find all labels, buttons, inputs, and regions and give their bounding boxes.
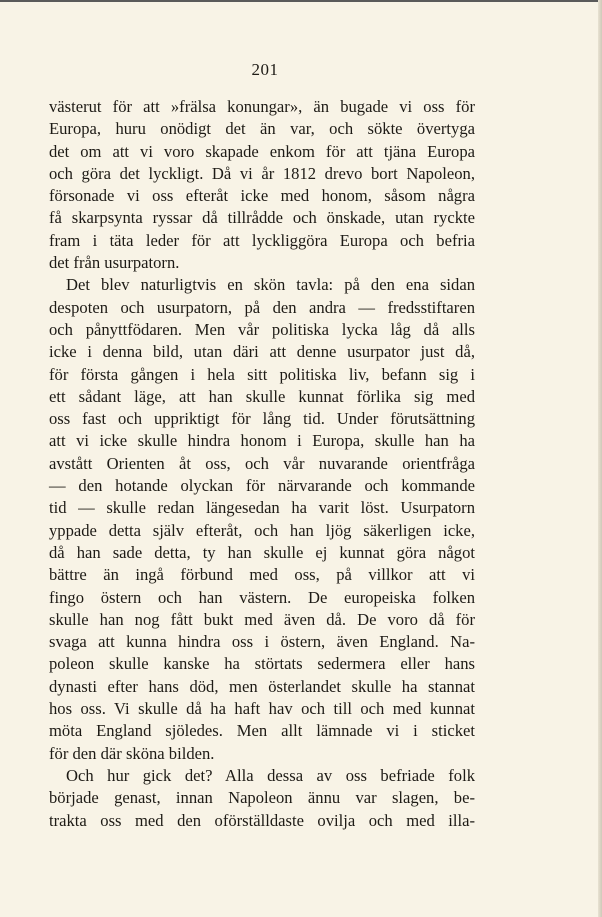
text-line: icke i denna bild, utan däri att denne usurpator just då, xyxy=(49,342,475,362)
text-line: då han sade detta, ty han skulle ej kunnat göra något xyxy=(49,542,475,562)
text-line: oss fast och uppriktigt för lång tid. Under förutsättning xyxy=(49,409,475,429)
text-line: — den hotande olyckan för närvarande och kommande xyxy=(49,476,475,496)
text-line: svaga att kunna hindra oss i östern, även England. Na- xyxy=(49,632,475,652)
text-line: Det blev naturligtvis en skön tavla: på den ena sidan xyxy=(66,275,475,295)
text-line: Och hur gick det? Alla dessa av oss befriade folk xyxy=(66,765,475,785)
text-line: avstått Orienten åt oss, och vår nuvarande orientfråga xyxy=(49,453,475,473)
text-line: få skarpsynta ryssar då tillrådde och önskade, utan ryckte xyxy=(49,208,475,228)
top-edge-rule xyxy=(0,0,602,2)
text-line: det från usurpatorn. xyxy=(49,253,180,273)
text-line: möta England sjöledes. Men allt lämnade vi i sticket xyxy=(49,721,475,741)
text-line: skulle han nog fått bukt med även då. De voro då för xyxy=(49,609,475,629)
text-line: och göra det lyckligt. Då vi år 1812 drevo bort Napoleon, xyxy=(49,163,475,183)
text-line: fingo östern och han västern. De europeiska folken xyxy=(49,587,475,607)
text-line: för första gången i hela sitt politiska liv, befann sig i xyxy=(49,364,475,384)
text-line: började genast, innan Napoleon ännu var slagen, be- xyxy=(49,788,475,808)
text-line: bättre än ingå förbund med oss, på villkor att vi xyxy=(49,565,475,585)
text-line: för den där sköna bilden. xyxy=(49,743,215,763)
page-number: 201 xyxy=(251,60,279,79)
body-text xyxy=(49,96,475,832)
text-line: poleon skulle kanske ha störtats sedermera eller hans xyxy=(49,654,475,674)
text-line: dynasti efter hans död, men österlandet skulle ha stannat xyxy=(49,676,475,696)
page-edge-shadow xyxy=(598,0,602,917)
text-line: yppade detta själv efteråt, och han ljög säkerligen icke, xyxy=(49,520,475,540)
text-line: Europa, huru onödigt det än var, och sökte övertyga xyxy=(49,119,475,139)
text-line: det om att vi voro skapade enkom för att tjäna Europa xyxy=(49,141,475,161)
text-line: försonade vi oss efteråt icke med honom, såsom några xyxy=(49,186,475,206)
text-line: tid — skulle redan längesedan ha varit löst. Usurpatorn xyxy=(49,498,475,518)
text-line: ett sådant läge, att han skulle kunnat förlika sig med xyxy=(49,386,475,406)
text-line: att vi icke skulle hindra honom i Europa, skulle han ha xyxy=(49,431,475,451)
text-line: och pånyttfödaren. Men vår politiska lycka låg då alls xyxy=(49,319,475,339)
text-line: despoten och usurpatorn, på den andra — fredsstiftaren xyxy=(49,297,475,317)
text-line: hos oss. Vi skulle då ha haft hav och till och med kunnat xyxy=(49,699,475,719)
text-line: västerut för att »frälsa konungar», än bugade vi oss för xyxy=(49,97,475,116)
text-line: trakta oss med den oförställdaste ovilja och med illa- xyxy=(49,810,475,830)
text-line: fram i täta leder för att lyckliggöra Europa och befria xyxy=(49,230,475,250)
